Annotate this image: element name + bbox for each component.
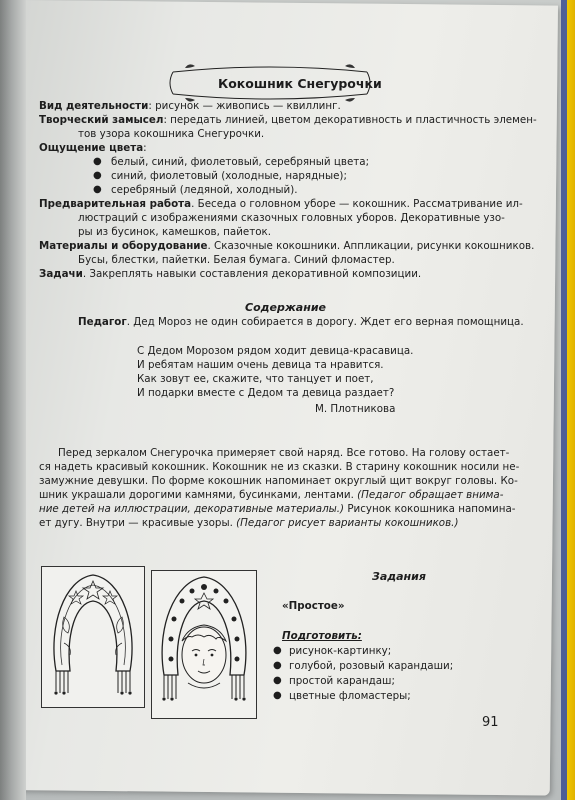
activity-line bbox=[39, 100, 341, 113]
prep-line-2: люстраций с изображениями сказочных головных уборов. Декоративные узо- bbox=[78, 212, 505, 224]
paragraph-line bbox=[39, 503, 516, 516]
paragraph-line: Перед зеркалом Снегурочка примеряет свой наряд. Все готово. На голову остает- bbox=[58, 447, 510, 459]
poem-line: И ребятам нашим очень девица та нравится. bbox=[137, 359, 384, 371]
bullet-icon: ● bbox=[93, 156, 102, 167]
tasks-label: Задачи bbox=[39, 268, 83, 280]
paragraph-italic: (Педагог рисует варианты кокошников.) bbox=[236, 517, 459, 529]
kokoshnik-illustration bbox=[41, 566, 145, 708]
prepare-item: голубой, розовый карандаши; bbox=[289, 660, 454, 672]
bullet-icon: ● bbox=[93, 170, 102, 181]
paragraph-italic: ние детей на иллюстрации, декоративные материалы.) bbox=[39, 503, 345, 515]
page-title: Кокошник Снегурочки bbox=[218, 76, 382, 91]
content-heading: Содержание bbox=[245, 301, 326, 314]
poem-line: И подарки вместе с Дедом та девица раздает? bbox=[137, 387, 395, 399]
tasks-level: «Простое» bbox=[282, 600, 345, 612]
color-label: Ощущение цвета bbox=[39, 142, 144, 154]
materials-line-2: Бусы, блестки, пайетки. Белая бумага. Синий фломастер. bbox=[78, 254, 395, 266]
bullet-icon: ● bbox=[273, 675, 282, 686]
idea-value: : передать линией, цветом декоративность и пластичность элемен- bbox=[163, 114, 537, 126]
teacher-label: Педагог bbox=[78, 316, 127, 328]
materials-value: . Сказочные кокошники. Аппликации, рисунки кокошников. bbox=[207, 240, 535, 252]
teacher-value: . Дед Мороз не один собирается в дорогу. Ждет его верная помощница. bbox=[126, 316, 524, 328]
color-item: синий, фиолетовый (холодные, нарядные); bbox=[111, 170, 347, 182]
tasks-heading: Задания bbox=[372, 570, 426, 583]
tasks-line bbox=[39, 268, 421, 281]
color-item: серебряный (ледяной, холодный). bbox=[111, 184, 298, 196]
cover-edge-yellow bbox=[567, 0, 575, 800]
kokoshnik-drawing bbox=[42, 567, 144, 707]
poem-line: Как зовут ее, скажите, что танцует и поет, bbox=[137, 373, 374, 385]
snow-maiden-drawing bbox=[152, 571, 256, 718]
color-item: белый, синий, фиолетовый, серебряный цвета; bbox=[111, 156, 370, 168]
paragraph-italic: (Педагог обращает внима- bbox=[357, 489, 504, 501]
bullet-icon: ● bbox=[93, 184, 102, 195]
prep-line-3: ры из бусинок, камешков, пайеток. bbox=[78, 226, 272, 238]
materials-line bbox=[39, 240, 534, 253]
bullet-icon: ● bbox=[273, 660, 282, 671]
idea-label: Творческий замысел bbox=[39, 114, 164, 126]
snow-maiden-illustration bbox=[151, 570, 257, 719]
bullet-icon: ● bbox=[273, 690, 282, 701]
prepare-item: простой карандаш; bbox=[289, 675, 395, 687]
prep-label: Предварительная работа bbox=[39, 198, 192, 210]
paragraph-line: замужние девушки. По форме кокошник напоминает округлый щит вокруг головы. Ко- bbox=[39, 475, 518, 487]
activity-label: Вид деятельности bbox=[39, 100, 149, 112]
activity-value: : рисунок — живопись — квиллинг. bbox=[148, 100, 341, 112]
page-number: 91 bbox=[482, 715, 499, 730]
poem-author: М. Плотникова bbox=[315, 403, 396, 415]
prep-line bbox=[39, 198, 523, 211]
paragraph-line bbox=[39, 517, 458, 530]
prep-value: . Беседа о головном уборе — кокошник. Рассматривание ил- bbox=[191, 198, 523, 210]
idea-line bbox=[39, 114, 537, 127]
paragraph-line: ся надеть красивый кокошник. Кокошник не из сказки. В старину кокошник носили не- bbox=[39, 461, 520, 473]
paragraph-text: ет дугу. Внутри — красивые узоры. bbox=[39, 517, 237, 529]
idea-line-2: тов узора кокошника Снегурочки. bbox=[78, 128, 265, 140]
poem-line: С Дедом Морозом рядом ходит девица-красавица. bbox=[137, 345, 414, 357]
book-gutter bbox=[0, 0, 26, 800]
color-line bbox=[39, 142, 147, 155]
materials-label: Материалы и оборудование bbox=[39, 240, 208, 252]
tasks-value: . Закреплять навыки составления декоративной композиции. bbox=[82, 268, 422, 280]
prepare-item: рисунок-картинку; bbox=[289, 645, 392, 657]
prepare-label: Подготовить: bbox=[282, 630, 362, 642]
prepare-item: цветные фломастеры; bbox=[289, 690, 411, 702]
paragraph-line bbox=[39, 489, 503, 502]
color-colon: : bbox=[143, 142, 147, 154]
teacher-line bbox=[78, 316, 524, 329]
bullet-icon: ● bbox=[273, 645, 282, 656]
paragraph-text: шник украшали дорогими камнями, бусинками, лентами. bbox=[39, 489, 358, 501]
paragraph-text: Рисунок кокошника напомина- bbox=[344, 503, 516, 515]
